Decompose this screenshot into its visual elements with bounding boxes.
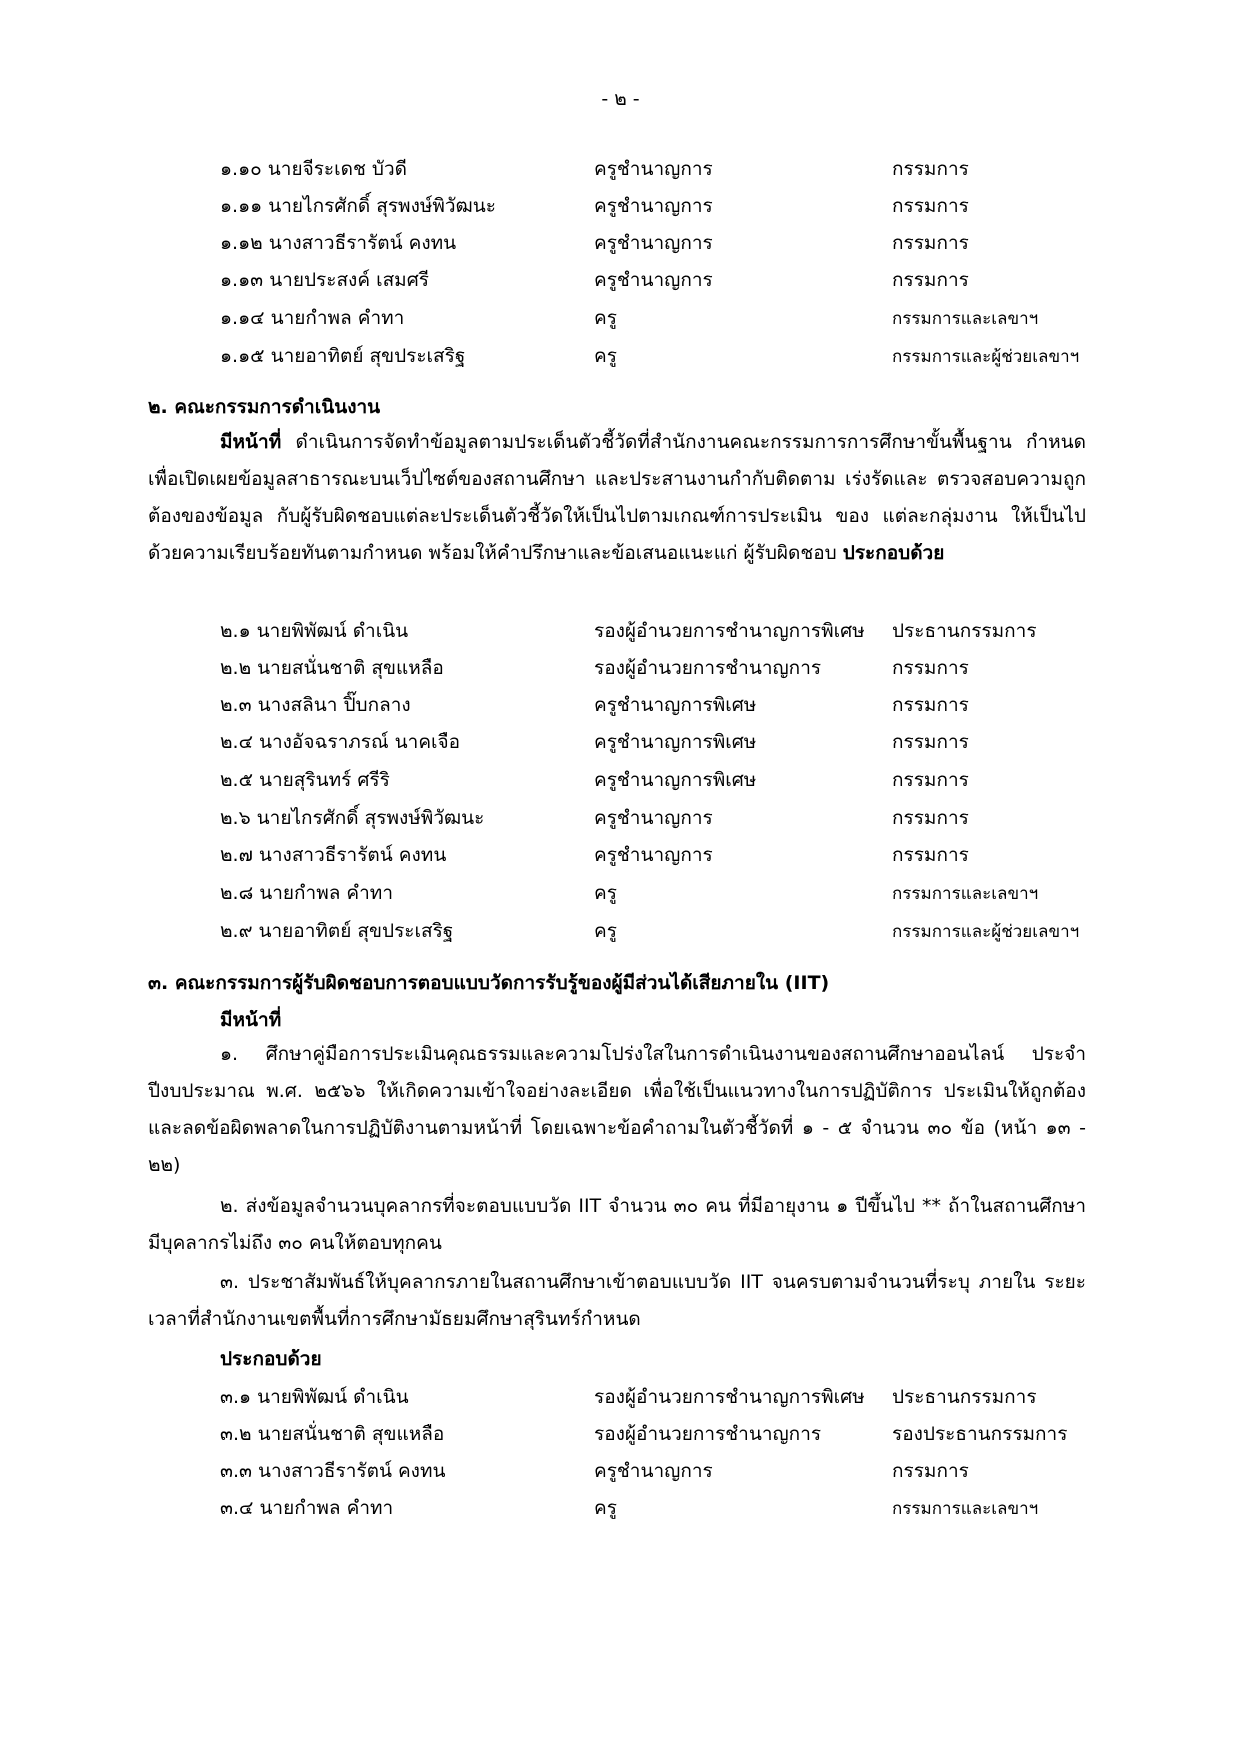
member-role: กรรมการ: [892, 807, 969, 829]
member-role: กรรมการ: [892, 694, 969, 716]
member-name: ๑.๑๐ นายจีระเดช บัวดี: [220, 158, 407, 180]
member-position: ครูชำนาญการ: [594, 844, 713, 866]
section3-heading: ๓. คณะกรรมการผู้รับผิดชอบการตอบแบบวัดการรับรู้ของผู้มีส่วนได้เสียภายใน (IIT): [148, 972, 830, 994]
member-position: ครู: [594, 882, 617, 904]
member-row: [0, 1493, 1241, 1529]
member-row: [0, 154, 1241, 190]
member-role: กรรมการ: [892, 1460, 969, 1482]
member-position: รองผู้อำนวยการชำนาญการ: [594, 657, 822, 679]
member-role: กรรมการ: [892, 731, 969, 753]
member-position: ครูชำนาญการพิเศษ: [594, 769, 757, 791]
member-name: ๓.๔ นายกำพล คำทา: [220, 1497, 394, 1519]
member-name: ๑.๑๓ นายประสงค์ เสมศรี: [220, 269, 429, 291]
member-role: กรรมการ: [892, 232, 969, 254]
member-role: กรรมการ: [892, 158, 969, 180]
member-name: ๒.๘ นายกำพล คำทา: [220, 882, 394, 904]
member-position: ครูชำนาญการ: [594, 232, 713, 254]
duty-label: มีหน้าที่: [220, 431, 282, 453]
member-position: ครูชำนาญการ: [594, 158, 713, 180]
member-row: [0, 878, 1241, 914]
member-row: [0, 653, 1241, 689]
member-name: ๓.๑ นายพิพัฒน์ ดำเนิน: [220, 1386, 409, 1408]
member-name: ๒.๙ นายอาทิตย์ สุขประเสริฐ: [220, 920, 454, 942]
member-role: ประธานกรรมการ: [892, 620, 1037, 642]
member-role: รองประธานกรรมการ: [892, 1423, 1068, 1445]
member-row: [0, 191, 1241, 227]
member-row: [0, 228, 1241, 264]
member-role: กรรมการและเลขาฯ: [892, 1499, 1039, 1519]
member-name: ๑.๑๑ นายไกรศักดิ์ สุรพงษ์พิวัฒนะ: [220, 195, 496, 217]
member-role: ประธานกรรมการ: [892, 1386, 1037, 1408]
section3-composed-label: ประกอบด้วย: [220, 1348, 322, 1370]
composed-label: ประกอบด้วย: [842, 542, 945, 564]
member-role: กรรมการและผู้ช่วยเลขาฯ: [892, 347, 1080, 367]
page-number: - ๒ -: [601, 88, 640, 110]
member-name: ๑.๑๒ นางสาวธีรารัตน์ คงทน: [220, 232, 457, 254]
member-row: [0, 690, 1241, 726]
member-role: กรรมการ: [892, 657, 969, 679]
member-role: กรรมการ: [892, 195, 969, 217]
member-role: กรรมการ: [892, 844, 969, 866]
member-position: ครูชำนาญการ: [594, 195, 713, 217]
section3-item-3: ๓. ประชาสัมพันธ์ให้บุคลากรภายในสถานศึกษาเข้าตอบแบบวัด IIT จนครบตามจำนวนที่ระบุ ภายใน ระยะเวลาที่สำนักงานเขตพื้นที่การศึกษามัธยมศึกษาสุรินทร์กำหนด: [148, 1271, 1086, 1330]
member-position: รองผู้อำนวยการชำนาญการ: [594, 1423, 822, 1445]
section3-duty-label: มีหน้าที่: [220, 1009, 282, 1031]
member-role: กรรมการและเลขาฯ: [892, 884, 1039, 904]
member-position: ครู: [594, 1497, 617, 1519]
member-position: ครูชำนาญการ: [594, 1460, 713, 1482]
member-role: กรรมการและผู้ช่วยเลขาฯ: [892, 922, 1080, 942]
member-row: [0, 1382, 1241, 1418]
member-name: ๒.๒ นายสนั่นชาติ สุขแหลือ: [220, 657, 444, 679]
member-position: ครูชำนาญการพิเศษ: [594, 731, 757, 753]
member-row: [0, 1456, 1241, 1492]
member-row: [0, 341, 1241, 377]
member-name: ๒.๔ นางอัจฉราภรณ์ นาคเจือ: [220, 731, 461, 753]
member-name: ๒.๗ นางสาวธีรารัตน์ คงทน: [220, 844, 447, 866]
member-row: [0, 1419, 1241, 1455]
section2-duty-paragraph: [148, 424, 1086, 572]
member-row: [0, 265, 1241, 301]
member-row: [0, 303, 1241, 339]
section3-item-2: ๒. ส่งข้อมูลจำนวนบุคลากรที่จะตอบแบบวัด IIT จำนวน ๓๐ คน ที่มีอายุงาน ๑ ปีขึ้นไป ** ถ้าในสถานศึกษามีบุคลากรไม่ถึง ๓๐ คนให้ตอบทุกคน: [148, 1195, 1086, 1254]
member-position: รองผู้อำนวยการชำนาญการพิเศษ: [594, 1386, 865, 1408]
member-row: [0, 765, 1241, 801]
member-position: ครู: [594, 345, 617, 367]
member-name: ๒.๖ นายไกรศักดิ์ สุรพงษ์พิวัฒนะ: [220, 807, 485, 829]
section3-item-1: ๑. ศึกษาคู่มือการประเมินคุณธรรมและความโปร่งใสในการดำเนินงานของสถานศึกษาออนไลน์ ประจำปีงบประมาณ พ.ศ. ๒๕๖๖ ให้เกิดความเข้าใจอย่างละเอียด เพื่อใช้เป็นแนวทางในการปฏิบัติการ ประเมินให้ถูกต้องและลดข้อผิดพลาดในการปฏิบัติงานตามหน้าที่ โดยเฉพาะข้อคำถามในตัวชี้วัดที่ ๑ - ๕ จำนวน ๓๐ ข้อ (หน้า ๑๓ - ๒๒): [148, 1043, 1086, 1176]
member-position: รองผู้อำนวยการชำนาญการพิเศษ: [594, 620, 865, 642]
member-name: ๓.๓ นางสาวธีรารัตน์ คงทน: [220, 1460, 446, 1482]
member-row: [0, 803, 1241, 839]
member-row: [0, 840, 1241, 876]
member-row: [0, 616, 1241, 652]
member-position: ครูชำนาญการพิเศษ: [594, 694, 757, 716]
member-name: ๓.๒ นายสนั่นชาติ สุขแหลือ: [220, 1423, 445, 1445]
member-name: ๑.๑๔ นายกำพล คำทา: [220, 307, 405, 329]
member-role: กรรมการ: [892, 769, 969, 791]
duty-text: ดำเนินการจัดทำข้อมูลตามประเด็นตัวชี้วัดที่สำนักงานคณะกรรมการการศึกษาขั้นพื้นฐาน กำหนดเพื่อเปิดเผยข้อมูลสาธารณะบนเว็ปไซต์ของสถานศึกษา และประสานงานกำกับติดตาม เร่งรัดและ ตรวจสอบความถูกต้องของข้อมูล กับผู้รับผิดชอบแต่ละประเด็นตัวชี้วัดให้เป็นไปตามเกณฑ์การประเมิน ของ แต่ละกลุ่มงาน ให้เป็นไปด้วยความเรียบร้อยทันตามกำหนด พร้อมให้คำปรึกษาและข้อเสนอแนะแก่ ผู้รับผิดชอบ: [148, 431, 1086, 564]
member-position: ครูชำนาญการ: [594, 269, 713, 291]
member-row: [0, 916, 1241, 952]
member-name: ๒.๕ นายสุรินทร์ ศรีริ: [220, 769, 390, 791]
member-position: ครู: [594, 920, 617, 942]
member-position: ครู: [594, 307, 617, 329]
section2-heading: ๒. คณะกรรมการดำเนินงาน: [148, 396, 381, 418]
member-name: ๒.๑ นายพิพัฒน์ ดำเนิน: [220, 620, 409, 642]
member-name: ๑.๑๕ นายอาทิตย์ สุขประเสริฐ: [220, 345, 466, 367]
member-position: ครูชำนาญการ: [594, 807, 713, 829]
member-role: กรรมการและเลขาฯ: [892, 309, 1039, 329]
member-name: ๒.๓ นางสลินา ปิ๊บกลาง: [220, 694, 411, 716]
member-row: [0, 727, 1241, 763]
member-role: กรรมการ: [892, 269, 969, 291]
